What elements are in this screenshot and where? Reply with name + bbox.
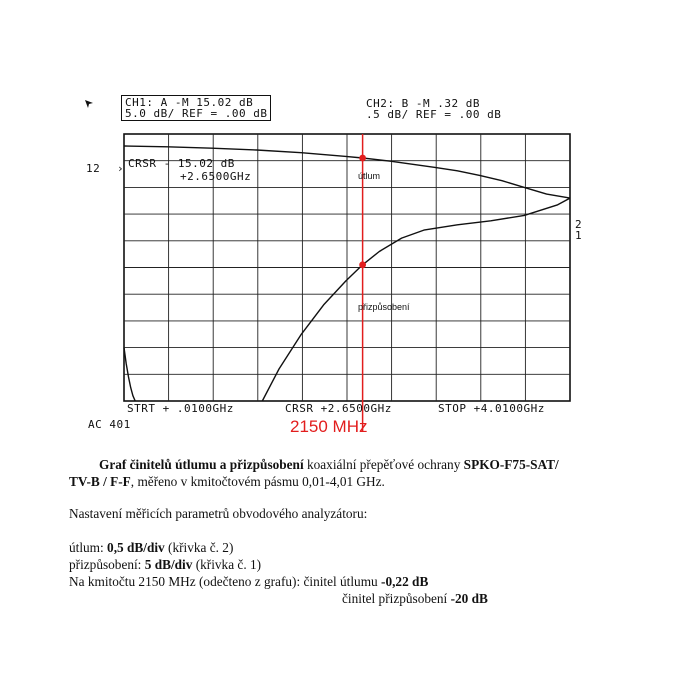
row-utlum-label: útlum: [69, 540, 108, 555]
caption-product-1: SPKO-F75-SAT/ [463, 457, 559, 472]
cursor-frequency-label: 2150 MHz [290, 417, 368, 436]
settings-heading: Nastavení měřicích parametrů obvodového analyzátoru: [69, 506, 368, 521]
row-prizpusobeni-label: přizpůsobení: [69, 557, 145, 572]
marker-pointer-icon [84, 96, 94, 106]
instrument-id-label: AC 401 [88, 418, 131, 431]
settings-row-utlum-readout [69, 573, 639, 590]
figure-caption [69, 456, 639, 607]
settings-row-prizpusobeni-readout [69, 590, 639, 607]
ch2-readout [363, 97, 504, 121]
caption-product-2: TV-B / F-F [69, 474, 131, 489]
marker-label-utlum: útlum [358, 171, 381, 181]
row-prizpusobeni-value: 5 dB/div [144, 557, 193, 572]
series-1-end-label: 1 [575, 229, 583, 242]
ch1-line1: CH1: A -M 15.02 dB [125, 96, 254, 109]
ch2-line2: .5 dB/ REF = .00 dB [366, 108, 502, 121]
stop-freq-label: STOP +4.0100GHz [438, 402, 545, 415]
caption-title-bold: Graf činitelů útlumu a přizpůsobení [99, 457, 304, 472]
caption-title-text-2: , měřeno v kmitočtovém pásmu 0,01-4,01 GHz. [130, 474, 385, 489]
cursor-marker-point [359, 261, 366, 268]
series-2-end-label: 2 [575, 218, 583, 231]
cursor-freq-readout: +2.6500GHz [180, 170, 252, 183]
ch2-line1: CH2: B -M .32 dB [366, 97, 480, 110]
row-readout-prizpusobeni-value: -20 dB [450, 591, 488, 606]
marker-label-prizpusobeni: přizpůsobení [358, 302, 410, 312]
start-freq-label: STRT + .0100GHz [127, 402, 234, 415]
ch1-line2: 5.0 dB/ REF = .00 dB [125, 107, 268, 120]
row-readout-utlum-value: -0,22 dB [381, 574, 429, 589]
row-readout-prizpusobeni-label: činitel přizpůsobení [342, 591, 451, 606]
series-prizpusobeni-line [262, 198, 570, 401]
row-prizpusobeni-note: (křivka č. 1) [192, 557, 262, 572]
cursor-readout: CRSR - 15.02 dB [128, 157, 235, 170]
settings-row-utlum [69, 539, 639, 556]
settings-row-prizpusobeni [69, 556, 639, 573]
ch1-readout [121, 95, 271, 121]
cursor-marker-point [359, 155, 366, 162]
ref-arrow-icon: › [117, 162, 125, 175]
row-utlum-note: (křivka č. 2) [164, 540, 234, 555]
ref-level-label: 12 [86, 162, 101, 175]
row-utlum-value: 0,5 dB/div [107, 540, 165, 555]
caption-title [69, 456, 639, 490]
row-readout-utlum-label: Na kmitočtu 2150 MHz (odečteno z grafu): činitel útlumu [69, 574, 382, 589]
cursor-freq-label: CRSR +2.6500GHz [285, 402, 392, 415]
caption-title-text: koaxiální přepěťové ochrany [303, 457, 464, 472]
pointer-arrow-icon [84, 99, 94, 109]
